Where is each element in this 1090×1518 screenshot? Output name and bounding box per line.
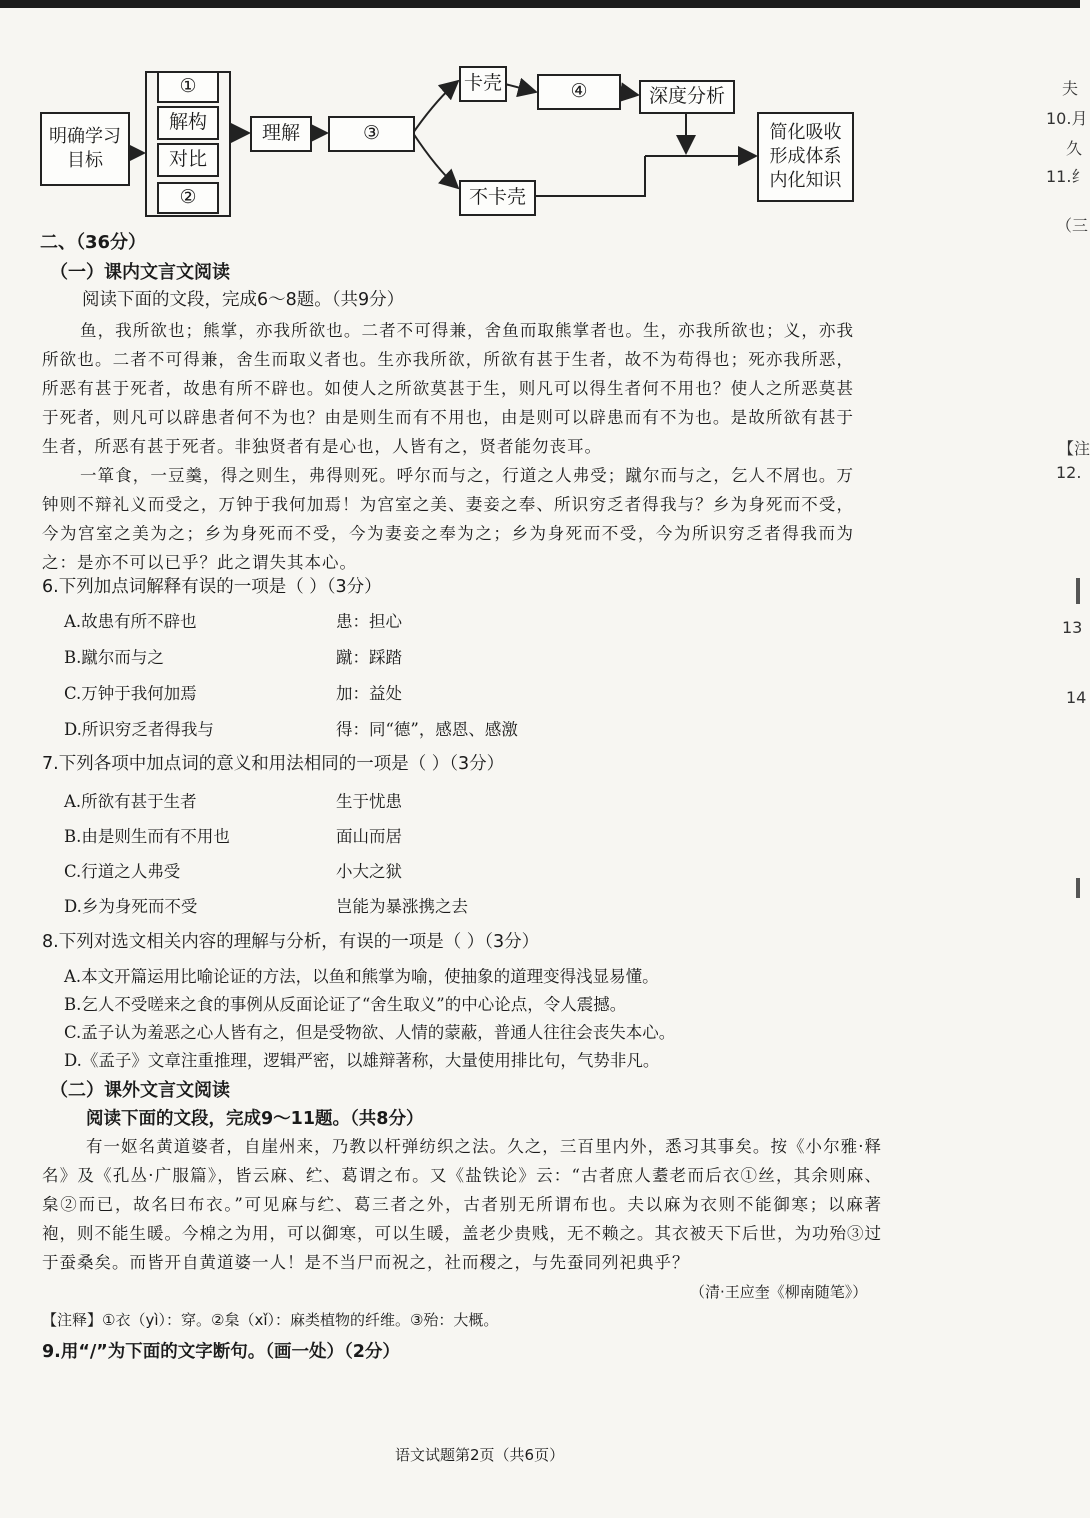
edge-text-3: 久 <box>1066 139 1083 158</box>
passage2: 有一妪名黄道婆者，自崖州来，乃教以杆弹纺织之法。久之，三百里内外，悉习其事矣。按《小尔雅·释名》及《孔丛·广服篇》，皆云麻、纻、葛谓之布。又《盐铁论》云：“古者庶人耋老而后衣①丝，其余则麻、枲②而已，故名曰布衣。”可见麻与纻、葛三者之外，古者别无所谓布也。夫以麻为衣则不能御寒；以麻著袍，则不能生暖。今棉之为用，可以御寒，可以生暖，盖老少贵贱，无不赖之。其衣被天下后世，为功殆③过于蚕桑矣。而皆开自黄道婆一人！是不当尸而祝之，社而稷之，与先蚕同列祀典乎？ <box>42 1137 882 1272</box>
edge-mark-1 <box>1076 878 1080 898</box>
edge-text-4: 11.纟 <box>1046 167 1088 186</box>
part2-instruction: 阅读下面的文段，完成9～11题。（共8分） <box>86 1109 424 1129</box>
q8-option-a[interactable]: A.本文开篇运用比喻论证的方法，以鱼和熊掌为喻，使抽象的道理变得浅显易懂。 <box>64 967 659 986</box>
page-footer: 语文试题第2页（共6页） <box>395 1446 565 1464</box>
q8-option-b[interactable]: B.乞人不受嗟来之食的事例从反面论证了“舍生取义”的中心论点，令人震撼。 <box>64 995 627 1014</box>
q7-stem: 7.下列各项中加点词的意义和用法相同的一项是（ ）（3分） <box>42 754 505 774</box>
q6-option-a[interactable]: A.故患有所不辟也 <box>64 612 197 631</box>
q7-option-a-compare: 生于忧患 <box>336 792 402 811</box>
edge-text-2: 10.月 <box>1046 109 1088 128</box>
q6-option-d-gloss: 得：同“德”，感恩、感激 <box>336 720 518 739</box>
q8-option-d[interactable]: D.《孟子》文章注重推理，逻辑严密，以雄辩著称，大量使用排比句，气势非凡。 <box>64 1051 660 1070</box>
passage2-source: （清·王应奎《柳南随笔》） <box>690 1283 868 1301</box>
deep-analysis-box: 深度分析 <box>639 80 735 114</box>
part1-instruction: 阅读下面的文段，完成6～8题。（共9分） <box>82 290 405 310</box>
section-title: 二、（36分） <box>40 232 147 253</box>
deconstruct-box: 解构 <box>157 106 219 140</box>
q6-option-c[interactable]: C.万钟于我何加焉 <box>64 684 197 703</box>
edge-mark-2 <box>1076 578 1080 604</box>
q8-option-c[interactable]: C.孟子认为羞恶之心人皆有之，但是受物欲、人情的蒙蔽，普通人往往会丧失本心。 <box>64 1023 676 1042</box>
goal-box: 明确学习 目标 <box>40 112 130 186</box>
edge-text-7: 12. <box>1056 463 1082 482</box>
part2-title: （二）课外文言文阅读 <box>50 1080 230 1101</box>
q7-option-a[interactable]: A.所欲有甚于生者 <box>64 792 197 811</box>
q7-option-c[interactable]: C.行道之人弗受 <box>64 862 181 881</box>
passage1-paragraph2: 一箪食，一豆羹，得之则生，弗得则死。呼尔而与之，行道之人弗受；蹴尔而与之，乞人不屑也。万钟则不辩礼义而受之，万钟于我何加焉！为宫室之美、妻妾之奉、所识穷乏者得我与？乡为身死而不受，今为宫室之美为之；乡为身死而不受，今为妻妾之奉为之；乡为身死而不受，今为所识穷乏者得我而为之：是亦不可以已乎？此之谓失其本心。 <box>42 466 854 572</box>
edge-text-5: （三 <box>1056 216 1089 235</box>
part1-title: （一）课内文言文阅读 <box>50 262 230 283</box>
q6-option-c-gloss: 加：益处 <box>336 684 402 703</box>
q7-option-d[interactable]: D.乡为身死而不受 <box>64 897 198 916</box>
q7-option-b-compare: 面山而居 <box>336 827 402 846</box>
edge-text-1: 夫 <box>1062 79 1079 98</box>
q9-stem: 9.用“/”为下面的文字断句。（画一处）（2分） <box>42 1342 400 1362</box>
edge-text-8: 13 <box>1062 618 1083 637</box>
compare-box: 对比 <box>157 143 219 177</box>
not-stuck-box: 不卡壳 <box>459 180 536 216</box>
q6-option-a-gloss: 患：担心 <box>336 612 402 631</box>
blank-4-box: ④ <box>537 74 621 110</box>
blank-2-box: ② <box>157 182 219 214</box>
blank-1-box: ① <box>157 71 219 103</box>
q7-option-c-compare: 小大之狱 <box>336 862 402 881</box>
q7-option-b[interactable]: B.由是则生而有不用也 <box>64 827 230 846</box>
result-box: 简化吸收 形成体系 内化知识 <box>757 112 854 202</box>
top-border <box>0 0 1080 8</box>
q6-option-d[interactable]: D.所识穷乏者得我与 <box>64 720 214 739</box>
q6-option-b-gloss: 蹴：踩踏 <box>336 648 402 667</box>
edge-text-6: 【注 <box>1058 439 1090 458</box>
exam-page <box>0 8 1090 1518</box>
q6-stem: 6.下列加点词解释有误的一项是（ ）（3分） <box>42 577 382 597</box>
q8-stem: 8.下列对选文相关内容的理解与分析，有误的一项是（ ）（3分） <box>42 932 540 952</box>
passage1-paragraph1: 鱼，我所欲也；熊掌，亦我所欲也。二者不可得兼，舍鱼而取熊掌者也。生，亦我所欲也；义，亦我所欲也。二者不可得兼，舍生而取义者也。生亦我所欲，所欲有甚于生者，故不为苟得也；死亦我所恶，所恶有甚于死者，故患有所不辟也。如使人之所欲莫甚于生，则凡可以得生者何不用也？使人之所恶莫甚于死者，则凡可以辟患者何不为也？由是则生而有不用也，由是则可以辟患而有不为也。是故所欲有甚于生者，所恶有甚于死者。非独贤者有是心也，人皆有之，贤者能勿丧耳。 <box>42 321 854 456</box>
stuck-box: 卡壳 <box>459 66 507 102</box>
q6-option-b[interactable]: B.蹴尔而与之 <box>64 648 164 667</box>
q7-option-d-compare: 岂能为暴涨携之去 <box>336 897 468 916</box>
edge-text-9: 14 <box>1066 688 1087 707</box>
understand-box: 理解 <box>250 116 312 152</box>
blank-3-box: ③ <box>328 116 415 152</box>
annotation-note: 【注释】①衣（yì）：穿。②枲（xǐ）：麻类植物的纤维。③殆：大概。 <box>42 1311 499 1329</box>
